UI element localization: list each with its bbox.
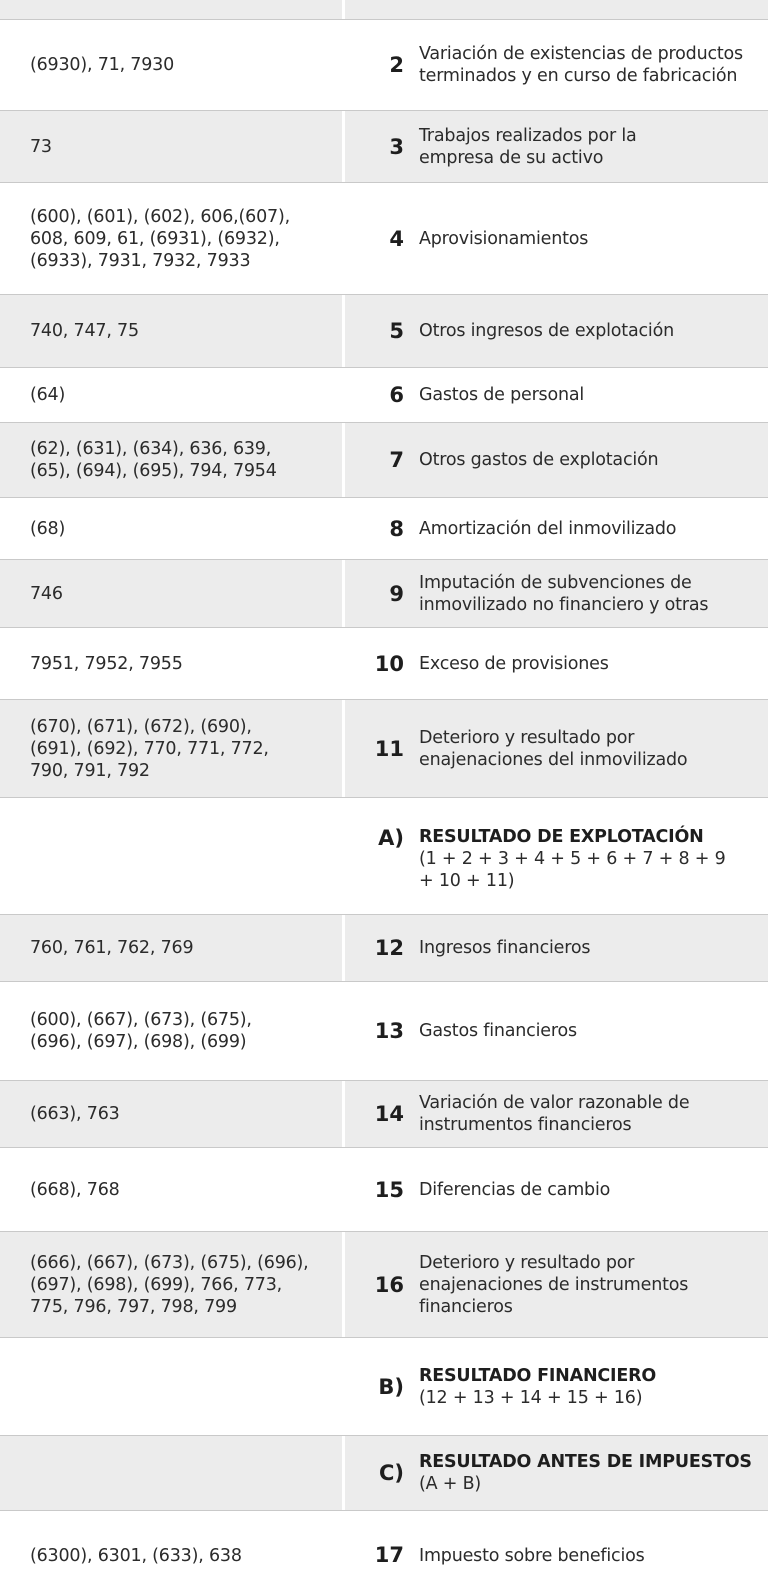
accounts-cell	[30, 111, 330, 182]
table-row	[0, 560, 768, 628]
column-divider	[342, 1081, 345, 1147]
line-number: 12	[374, 936, 404, 960]
account-codes: 746	[30, 583, 63, 604]
line-description: Deterioro y resultado por enajenaciones de instrumentos financieros	[419, 1252, 689, 1317]
account-codes: 7951, 7952, 7955	[30, 653, 183, 674]
column-divider	[342, 1511, 345, 1575]
table-row-total	[0, 1436, 768, 1511]
column-divider	[342, 111, 345, 182]
table-row-total	[0, 1338, 768, 1436]
column-divider	[342, 423, 345, 497]
accounts-cell	[30, 423, 330, 497]
line-description: Impuesto sobre beneficios	[419, 1546, 645, 1566]
line-number: 15	[374, 1177, 404, 1202]
accounts-cell	[30, 20, 330, 110]
line-description-cell	[419, 915, 768, 981]
table-row	[0, 111, 768, 183]
account-codes: (600), (601), (602), 606,(607), 608, 609, 61, (6931), (6932), (6933), 7931, 7932, 7933	[30, 206, 290, 271]
table-row	[0, 183, 768, 295]
column-divider	[342, 1338, 345, 1435]
accounts-cell	[30, 1148, 330, 1231]
column-divider	[342, 798, 345, 914]
line-number: 17	[374, 1543, 404, 1567]
line-number: 7	[389, 448, 404, 472]
accounts-cell	[30, 1232, 330, 1337]
account-codes: (666), (667), (673), (675), (696), (697), (698), (699), 766, 773, 775, 796, 797, 798, 799	[30, 1252, 309, 1317]
line-description: Trabajos realizados por la empresa de su activo	[419, 125, 637, 168]
column-divider	[342, 982, 345, 1080]
column-divider	[342, 628, 345, 699]
account-codes: 740, 747, 75	[30, 321, 139, 341]
line-description-cell	[419, 1148, 768, 1231]
total-formula: (12 + 13 + 14 + 15 + 16)	[419, 1387, 643, 1408]
table-row	[0, 295, 768, 368]
column-divider	[342, 700, 345, 797]
column-divider	[342, 368, 345, 422]
line-description-cell	[419, 368, 768, 422]
table-row	[0, 915, 768, 982]
total-cell	[419, 798, 768, 914]
accounts-cell	[30, 982, 330, 1080]
table-row-total	[0, 798, 768, 915]
table-row	[0, 982, 768, 1081]
table-row	[0, 20, 768, 111]
total-letter: A)	[378, 826, 404, 850]
accounts-cell	[30, 295, 330, 367]
column-divider	[342, 915, 345, 981]
table-row	[0, 498, 768, 560]
line-description: Imputación de subvenciones de inmovilizado no financiero y otras	[419, 572, 709, 615]
line-description: Amortización del inmovilizado	[419, 518, 677, 539]
line-description: Aprovisionamientos	[419, 228, 589, 249]
table-row	[0, 1511, 768, 1575]
table-row	[0, 1148, 768, 1232]
total-cell	[419, 1436, 768, 1510]
total-letter: B)	[378, 1374, 404, 1399]
line-number: 10	[374, 651, 404, 676]
line-description: Variación de valor razonable de instrumentos financieros	[419, 1093, 690, 1135]
account-codes: (64)	[30, 385, 66, 405]
line-number: 8	[389, 516, 404, 541]
column-divider	[342, 498, 345, 559]
line-number: 13	[374, 1019, 404, 1043]
account-codes: (668), 768	[30, 1179, 120, 1200]
column-divider	[342, 1436, 345, 1510]
line-number: 9	[389, 581, 404, 606]
line-number: 6	[389, 383, 404, 407]
line-description: Gastos financieros	[419, 1021, 577, 1041]
accounts-cell	[30, 915, 330, 981]
line-description-cell	[419, 423, 768, 497]
account-codes: (670), (671), (672), (690), (691), (692), 770, 771, 772, 790, 791, 792	[30, 716, 269, 781]
line-number: 4	[389, 226, 404, 251]
table-row	[0, 423, 768, 498]
column-divider	[342, 183, 345, 294]
column-divider	[342, 1232, 345, 1337]
accounts-cell	[30, 1081, 330, 1147]
line-description-cell	[419, 498, 768, 559]
line-description-cell	[419, 628, 768, 699]
line-description-cell	[419, 1081, 768, 1147]
line-description-cell	[419, 20, 768, 110]
account-codes: 760, 761, 762, 769	[30, 938, 194, 958]
accounts-cell	[30, 183, 330, 294]
accounts-cell	[30, 628, 330, 699]
total-title: RESULTADO FINANCIERO	[419, 1365, 657, 1386]
account-codes: (6300), 6301, (633), 638	[30, 1546, 242, 1566]
line-description: Otros gastos de explotación	[419, 450, 659, 470]
account-codes: (62), (631), (634), 636, 639, (65), (694), (695), 794, 7954	[30, 439, 277, 481]
line-description: Otros ingresos de explotación	[419, 321, 674, 341]
total-title: RESULTADO ANTES DE IMPUESTOS	[419, 1452, 752, 1472]
line-description-cell	[419, 295, 768, 367]
line-description: Ingresos financieros	[419, 938, 591, 958]
line-description: Exceso de provisiones	[419, 653, 609, 674]
accounts-cell	[30, 560, 330, 627]
column-divider	[342, 295, 345, 367]
line-description-cell	[419, 183, 768, 294]
line-description-cell	[419, 1232, 768, 1337]
line-description: Variación de existencias de productos terminados y en curso de fabricación	[419, 44, 743, 86]
line-description-cell	[419, 982, 768, 1080]
accounts-cell	[30, 368, 330, 422]
total-formula: (A + B)	[419, 1474, 482, 1494]
account-codes: (663), 763	[30, 1104, 120, 1124]
line-description-cell	[419, 700, 768, 797]
line-number: 5	[389, 319, 404, 343]
line-description: Gastos de personal	[419, 385, 585, 405]
account-codes: (600), (667), (673), (675), (696), (697), (698), (699)	[30, 1010, 252, 1052]
table-row	[0, 0, 768, 20]
line-number: 2	[389, 53, 404, 77]
line-number: 3	[389, 134, 404, 159]
total-cell	[419, 1338, 768, 1435]
account-codes: 73	[30, 136, 52, 157]
accounts-cell	[30, 700, 330, 797]
line-description-cell	[419, 111, 768, 182]
table-row	[0, 368, 768, 423]
table-row	[0, 700, 768, 798]
line-number: 11	[374, 736, 404, 761]
total-formula: (1 + 2 + 3 + 4 + 5 + 6 + 7 + 8 + 9 + 10 + 11)	[419, 849, 726, 891]
line-description: Diferencias de cambio	[419, 1179, 611, 1200]
line-number: 14	[374, 1102, 404, 1126]
total-letter: C)	[378, 1461, 404, 1485]
accounts-cell	[30, 498, 330, 559]
account-codes: (68)	[30, 518, 66, 539]
column-divider	[342, 560, 345, 627]
line-description-cell	[419, 1511, 768, 1575]
line-description: Deterioro y resultado por enajenaciones del inmovilizado	[419, 727, 688, 770]
accounts-cell	[30, 1511, 330, 1575]
column-divider	[342, 0, 345, 19]
total-title: RESULTADO DE EXPLOTACIÓN	[419, 827, 704, 847]
line-description-cell	[419, 560, 768, 627]
table-row	[0, 628, 768, 700]
table-row	[0, 1232, 768, 1338]
account-codes: (6930), 71, 7930	[30, 55, 175, 75]
table-row	[0, 1081, 768, 1148]
column-divider	[342, 20, 345, 110]
line-number: 16	[374, 1272, 404, 1297]
column-divider	[342, 1148, 345, 1231]
